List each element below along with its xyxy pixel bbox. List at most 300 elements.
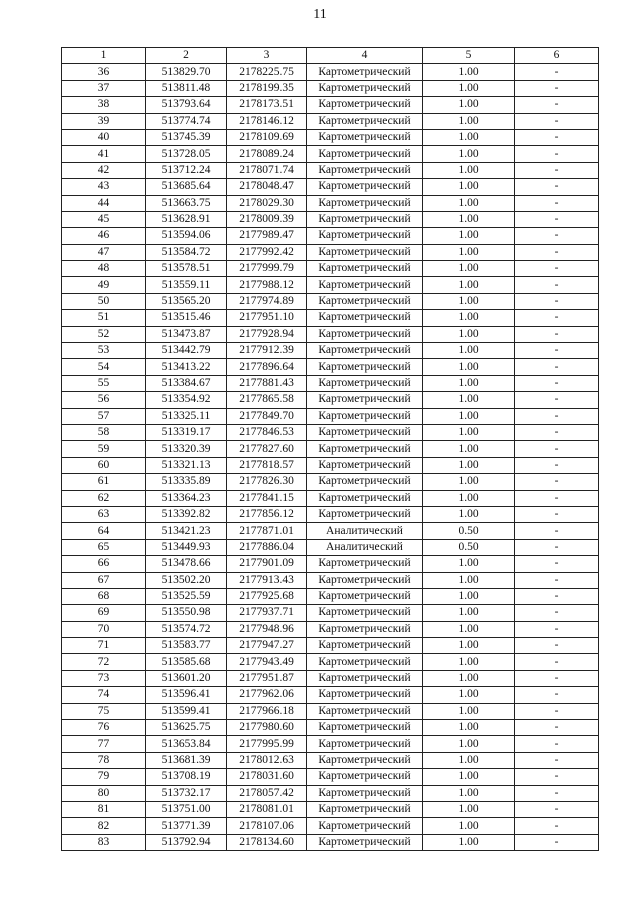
column-header: 2	[146, 48, 227, 64]
method-cell: Картометрический	[307, 359, 423, 375]
method-cell: Картометрический	[307, 343, 423, 359]
accuracy-cell: 1.00	[423, 441, 515, 457]
accuracy-cell: 1.00	[423, 687, 515, 703]
table-row	[62, 801, 599, 817]
table-row	[62, 211, 599, 227]
method-cell: Картометрический	[307, 785, 423, 801]
y-coordinate-cell: 2177896.64	[227, 359, 307, 375]
y-coordinate-cell: 2177865.58	[227, 392, 307, 408]
note-cell: -	[515, 195, 599, 211]
table-row	[62, 392, 599, 408]
y-coordinate-cell: 2177951.10	[227, 310, 307, 326]
point-number-cell: 66	[62, 556, 146, 572]
method-cell: Аналитический	[307, 539, 423, 555]
accuracy-cell: 1.00	[423, 97, 515, 113]
method-cell: Картометрический	[307, 638, 423, 654]
table-row	[62, 277, 599, 293]
accuracy-cell: 1.00	[423, 64, 515, 80]
table-row	[62, 621, 599, 637]
header-row	[62, 48, 599, 64]
column-header: 5	[423, 48, 515, 64]
y-coordinate-cell: 2177951.87	[227, 670, 307, 686]
note-cell: -	[515, 80, 599, 96]
x-coordinate-cell: 513663.75	[146, 195, 227, 211]
note-cell: -	[515, 506, 599, 522]
table-header	[62, 48, 599, 64]
note-cell: -	[515, 670, 599, 686]
y-coordinate-cell: 2177913.43	[227, 572, 307, 588]
note-cell: -	[515, 228, 599, 244]
x-coordinate-cell: 513559.11	[146, 277, 227, 293]
note-cell: -	[515, 801, 599, 817]
y-coordinate-cell: 2177846.53	[227, 424, 307, 440]
x-coordinate-cell: 513594.06	[146, 228, 227, 244]
x-coordinate-cell: 513793.64	[146, 97, 227, 113]
method-cell: Картометрический	[307, 392, 423, 408]
method-cell: Картометрический	[307, 670, 423, 686]
x-coordinate-cell: 513578.51	[146, 261, 227, 277]
note-cell: -	[515, 457, 599, 473]
accuracy-cell: 1.00	[423, 654, 515, 670]
note-cell: -	[515, 834, 599, 850]
point-number-cell: 74	[62, 687, 146, 703]
table-row	[62, 261, 599, 277]
note-cell: -	[515, 146, 599, 162]
method-cell: Картометрический	[307, 424, 423, 440]
note-cell: -	[515, 818, 599, 834]
point-number-cell: 37	[62, 80, 146, 96]
note-cell: -	[515, 310, 599, 326]
note-cell: -	[515, 572, 599, 588]
y-coordinate-cell: 2177912.39	[227, 343, 307, 359]
note-cell: -	[515, 638, 599, 654]
x-coordinate-cell: 513565.20	[146, 293, 227, 309]
x-coordinate-cell: 513751.00	[146, 801, 227, 817]
note-cell: -	[515, 244, 599, 260]
point-number-cell: 80	[62, 785, 146, 801]
note-cell: -	[515, 490, 599, 506]
point-number-cell: 49	[62, 277, 146, 293]
accuracy-cell: 0.50	[423, 539, 515, 555]
y-coordinate-cell: 2178048.47	[227, 179, 307, 195]
note-cell: -	[515, 64, 599, 80]
method-cell: Картометрический	[307, 211, 423, 227]
note-cell: -	[515, 539, 599, 555]
table-row	[62, 523, 599, 539]
accuracy-cell: 1.00	[423, 736, 515, 752]
accuracy-cell: 1.00	[423, 785, 515, 801]
accuracy-cell: 1.00	[423, 588, 515, 604]
table-row	[62, 474, 599, 490]
x-coordinate-cell: 513478.66	[146, 556, 227, 572]
accuracy-cell: 1.00	[423, 572, 515, 588]
method-cell: Картометрический	[307, 408, 423, 424]
y-coordinate-cell: 2177827.60	[227, 441, 307, 457]
note-cell: -	[515, 720, 599, 736]
table-row	[62, 359, 599, 375]
note-cell: -	[515, 113, 599, 129]
column-header: 1	[62, 48, 146, 64]
y-coordinate-cell: 2177937.71	[227, 605, 307, 621]
accuracy-cell: 1.00	[423, 80, 515, 96]
table-row	[62, 506, 599, 522]
table-row	[62, 244, 599, 260]
method-cell: Картометрический	[307, 490, 423, 506]
point-number-cell: 57	[62, 408, 146, 424]
method-cell: Картометрический	[307, 605, 423, 621]
method-cell: Картометрический	[307, 261, 423, 277]
accuracy-cell: 1.00	[423, 228, 515, 244]
table-row	[62, 343, 599, 359]
note-cell: -	[515, 736, 599, 752]
y-coordinate-cell: 2178009.39	[227, 211, 307, 227]
y-coordinate-cell: 2178107.06	[227, 818, 307, 834]
table-row	[62, 195, 599, 211]
note-cell: -	[515, 474, 599, 490]
x-coordinate-cell: 513473.87	[146, 326, 227, 342]
note-cell: -	[515, 687, 599, 703]
x-coordinate-cell: 513574.72	[146, 621, 227, 637]
table-row	[62, 179, 599, 195]
method-cell: Картометрический	[307, 687, 423, 703]
x-coordinate-cell: 513319.17	[146, 424, 227, 440]
y-coordinate-cell: 2178199.35	[227, 80, 307, 96]
point-number-cell: 48	[62, 261, 146, 277]
x-coordinate-cell: 513599.41	[146, 703, 227, 719]
y-coordinate-cell: 2177928.94	[227, 326, 307, 342]
note-cell: -	[515, 179, 599, 195]
x-coordinate-cell: 513421.23	[146, 523, 227, 539]
table-row	[62, 654, 599, 670]
y-coordinate-cell: 2177947.27	[227, 638, 307, 654]
note-cell: -	[515, 785, 599, 801]
x-coordinate-cell: 513811.48	[146, 80, 227, 96]
y-coordinate-cell: 2178012.63	[227, 752, 307, 768]
column-header: 3	[227, 48, 307, 64]
x-coordinate-cell: 513585.68	[146, 654, 227, 670]
method-cell: Картометрический	[307, 179, 423, 195]
table-row	[62, 97, 599, 113]
method-cell: Картометрический	[307, 113, 423, 129]
y-coordinate-cell: 2178081.01	[227, 801, 307, 817]
x-coordinate-cell: 513628.91	[146, 211, 227, 227]
note-cell: -	[515, 769, 599, 785]
x-coordinate-cell: 513449.93	[146, 539, 227, 555]
method-cell: Картометрический	[307, 129, 423, 145]
y-coordinate-cell: 2178057.42	[227, 785, 307, 801]
accuracy-cell: 1.00	[423, 834, 515, 850]
y-coordinate-cell: 2178029.30	[227, 195, 307, 211]
table-row	[62, 752, 599, 768]
point-number-cell: 42	[62, 162, 146, 178]
method-cell: Картометрический	[307, 228, 423, 244]
accuracy-cell: 1.00	[423, 359, 515, 375]
x-coordinate-cell: 513320.39	[146, 441, 227, 457]
method-cell: Картометрический	[307, 64, 423, 80]
note-cell: -	[515, 162, 599, 178]
note-cell: -	[515, 211, 599, 227]
point-number-cell: 76	[62, 720, 146, 736]
y-coordinate-cell: 2177980.60	[227, 720, 307, 736]
table-row	[62, 129, 599, 145]
table-row	[62, 588, 599, 604]
table-row	[62, 113, 599, 129]
y-coordinate-cell: 2177943.49	[227, 654, 307, 670]
y-coordinate-cell: 2177818.57	[227, 457, 307, 473]
point-number-cell: 46	[62, 228, 146, 244]
y-coordinate-cell: 2178109.69	[227, 129, 307, 145]
accuracy-cell: 1.00	[423, 670, 515, 686]
note-cell: -	[515, 621, 599, 637]
note-cell: -	[515, 392, 599, 408]
table-row	[62, 785, 599, 801]
x-coordinate-cell: 513792.94	[146, 834, 227, 850]
note-cell: -	[515, 556, 599, 572]
accuracy-cell: 1.00	[423, 506, 515, 522]
x-coordinate-cell: 513392.82	[146, 506, 227, 522]
accuracy-cell: 1.00	[423, 326, 515, 342]
accuracy-cell: 1.00	[423, 490, 515, 506]
point-number-cell: 82	[62, 818, 146, 834]
table-body	[62, 64, 599, 851]
y-coordinate-cell: 2178071.74	[227, 162, 307, 178]
x-coordinate-cell: 513708.19	[146, 769, 227, 785]
point-number-cell: 77	[62, 736, 146, 752]
point-number-cell: 39	[62, 113, 146, 129]
point-number-cell: 43	[62, 179, 146, 195]
table-row	[62, 441, 599, 457]
table-row	[62, 605, 599, 621]
accuracy-cell: 0.50	[423, 523, 515, 539]
point-number-cell: 55	[62, 375, 146, 391]
point-number-cell: 50	[62, 293, 146, 309]
table-row	[62, 834, 599, 850]
method-cell: Картометрический	[307, 326, 423, 342]
x-coordinate-cell: 513745.39	[146, 129, 227, 145]
accuracy-cell: 1.00	[423, 375, 515, 391]
y-coordinate-cell: 2177841.15	[227, 490, 307, 506]
accuracy-cell: 1.00	[423, 769, 515, 785]
note-cell: -	[515, 752, 599, 768]
y-coordinate-cell: 2177948.96	[227, 621, 307, 637]
note-cell: -	[515, 605, 599, 621]
point-number-cell: 59	[62, 441, 146, 457]
table-row	[62, 64, 599, 80]
method-cell: Картометрический	[307, 572, 423, 588]
accuracy-cell: 1.00	[423, 261, 515, 277]
accuracy-cell: 1.00	[423, 113, 515, 129]
method-cell: Картометрический	[307, 769, 423, 785]
method-cell: Картометрический	[307, 375, 423, 391]
accuracy-cell: 1.00	[423, 408, 515, 424]
y-coordinate-cell: 2177966.18	[227, 703, 307, 719]
table-row	[62, 703, 599, 719]
method-cell: Картометрический	[307, 801, 423, 817]
note-cell: -	[515, 375, 599, 391]
page-number: 11	[313, 7, 327, 22]
accuracy-cell: 1.00	[423, 621, 515, 637]
table-row	[62, 539, 599, 555]
table-row	[62, 769, 599, 785]
point-number-cell: 38	[62, 97, 146, 113]
x-coordinate-cell: 513335.89	[146, 474, 227, 490]
method-cell: Картометрический	[307, 277, 423, 293]
method-cell: Картометрический	[307, 80, 423, 96]
accuracy-cell: 1.00	[423, 162, 515, 178]
y-coordinate-cell: 2177988.12	[227, 277, 307, 293]
y-coordinate-cell: 2177881.43	[227, 375, 307, 391]
note-cell: -	[515, 703, 599, 719]
point-number-cell: 64	[62, 523, 146, 539]
point-number-cell: 67	[62, 572, 146, 588]
point-number-cell: 51	[62, 310, 146, 326]
method-cell: Аналитический	[307, 523, 423, 539]
method-cell: Картометрический	[307, 310, 423, 326]
column-header: 4	[307, 48, 423, 64]
method-cell: Картометрический	[307, 588, 423, 604]
note-cell: -	[515, 441, 599, 457]
x-coordinate-cell: 513685.64	[146, 179, 227, 195]
y-coordinate-cell: 2178146.12	[227, 113, 307, 129]
x-coordinate-cell: 513442.79	[146, 343, 227, 359]
point-number-cell: 44	[62, 195, 146, 211]
method-cell: Картометрический	[307, 97, 423, 113]
accuracy-cell: 1.00	[423, 752, 515, 768]
point-number-cell: 65	[62, 539, 146, 555]
column-header: 6	[515, 48, 599, 64]
note-cell: -	[515, 654, 599, 670]
y-coordinate-cell: 2178225.75	[227, 64, 307, 80]
point-number-cell: 63	[62, 506, 146, 522]
x-coordinate-cell: 513550.98	[146, 605, 227, 621]
table-row	[62, 736, 599, 752]
point-number-cell: 61	[62, 474, 146, 490]
point-number-cell: 36	[62, 64, 146, 80]
method-cell: Картометрический	[307, 293, 423, 309]
y-coordinate-cell: 2177962.06	[227, 687, 307, 703]
table-row	[62, 228, 599, 244]
accuracy-cell: 1.00	[423, 343, 515, 359]
x-coordinate-cell: 513653.84	[146, 736, 227, 752]
accuracy-cell: 1.00	[423, 211, 515, 227]
x-coordinate-cell: 513384.67	[146, 375, 227, 391]
accuracy-cell: 1.00	[423, 244, 515, 260]
point-number-cell: 81	[62, 801, 146, 817]
table-row	[62, 375, 599, 391]
point-number-cell: 60	[62, 457, 146, 473]
y-coordinate-cell: 2178031.60	[227, 769, 307, 785]
table-row	[62, 80, 599, 96]
accuracy-cell: 1.00	[423, 146, 515, 162]
point-number-cell: 45	[62, 211, 146, 227]
point-number-cell: 52	[62, 326, 146, 342]
table-row	[62, 490, 599, 506]
y-coordinate-cell: 2177849.70	[227, 408, 307, 424]
accuracy-cell: 1.00	[423, 310, 515, 326]
note-cell: -	[515, 326, 599, 342]
point-number-cell: 54	[62, 359, 146, 375]
x-coordinate-cell: 513354.92	[146, 392, 227, 408]
point-number-cell: 58	[62, 424, 146, 440]
x-coordinate-cell: 513584.72	[146, 244, 227, 260]
method-cell: Картометрический	[307, 752, 423, 768]
x-coordinate-cell: 513364.23	[146, 490, 227, 506]
table-row	[62, 687, 599, 703]
y-coordinate-cell: 2177901.09	[227, 556, 307, 572]
table-row	[62, 146, 599, 162]
point-number-cell: 72	[62, 654, 146, 670]
accuracy-cell: 1.00	[423, 474, 515, 490]
accuracy-cell: 1.00	[423, 457, 515, 473]
accuracy-cell: 1.00	[423, 638, 515, 654]
note-cell: -	[515, 97, 599, 113]
accuracy-cell: 1.00	[423, 392, 515, 408]
accuracy-cell: 1.00	[423, 556, 515, 572]
method-cell: Картометрический	[307, 457, 423, 473]
x-coordinate-cell: 513325.11	[146, 408, 227, 424]
x-coordinate-cell: 513515.46	[146, 310, 227, 326]
method-cell: Картометрический	[307, 506, 423, 522]
point-number-cell: 71	[62, 638, 146, 654]
x-coordinate-cell: 513732.17	[146, 785, 227, 801]
method-cell: Картометрический	[307, 654, 423, 670]
method-cell: Картометрический	[307, 818, 423, 834]
point-number-cell: 56	[62, 392, 146, 408]
note-cell: -	[515, 277, 599, 293]
y-coordinate-cell: 2177995.99	[227, 736, 307, 752]
y-coordinate-cell: 2177871.01	[227, 523, 307, 539]
point-number-cell: 73	[62, 670, 146, 686]
y-coordinate-cell: 2177826.30	[227, 474, 307, 490]
accuracy-cell: 1.00	[423, 720, 515, 736]
point-number-cell: 53	[62, 343, 146, 359]
point-number-cell: 83	[62, 834, 146, 850]
x-coordinate-cell: 513774.74	[146, 113, 227, 129]
note-cell: -	[515, 343, 599, 359]
table-row	[62, 293, 599, 309]
point-number-cell: 69	[62, 605, 146, 621]
y-coordinate-cell: 2177999.79	[227, 261, 307, 277]
x-coordinate-cell: 513525.59	[146, 588, 227, 604]
note-cell: -	[515, 424, 599, 440]
note-cell: -	[515, 129, 599, 145]
accuracy-cell: 1.00	[423, 424, 515, 440]
x-coordinate-cell: 513712.24	[146, 162, 227, 178]
method-cell: Картометрический	[307, 834, 423, 850]
note-cell: -	[515, 293, 599, 309]
table-row	[62, 457, 599, 473]
note-cell: -	[515, 359, 599, 375]
y-coordinate-cell: 2177989.47	[227, 228, 307, 244]
accuracy-cell: 1.00	[423, 818, 515, 834]
y-coordinate-cell: 2177925.68	[227, 588, 307, 604]
method-cell: Картометрический	[307, 621, 423, 637]
x-coordinate-cell: 513829.70	[146, 64, 227, 80]
table-row	[62, 408, 599, 424]
point-number-cell: 79	[62, 769, 146, 785]
coordinates-table	[61, 47, 599, 851]
x-coordinate-cell: 513583.77	[146, 638, 227, 654]
method-cell: Картометрический	[307, 146, 423, 162]
note-cell: -	[515, 261, 599, 277]
point-number-cell: 70	[62, 621, 146, 637]
method-cell: Картометрический	[307, 736, 423, 752]
table-row	[62, 818, 599, 834]
x-coordinate-cell: 513625.75	[146, 720, 227, 736]
y-coordinate-cell: 2178173.51	[227, 97, 307, 113]
y-coordinate-cell: 2177992.42	[227, 244, 307, 260]
y-coordinate-cell: 2177974.89	[227, 293, 307, 309]
